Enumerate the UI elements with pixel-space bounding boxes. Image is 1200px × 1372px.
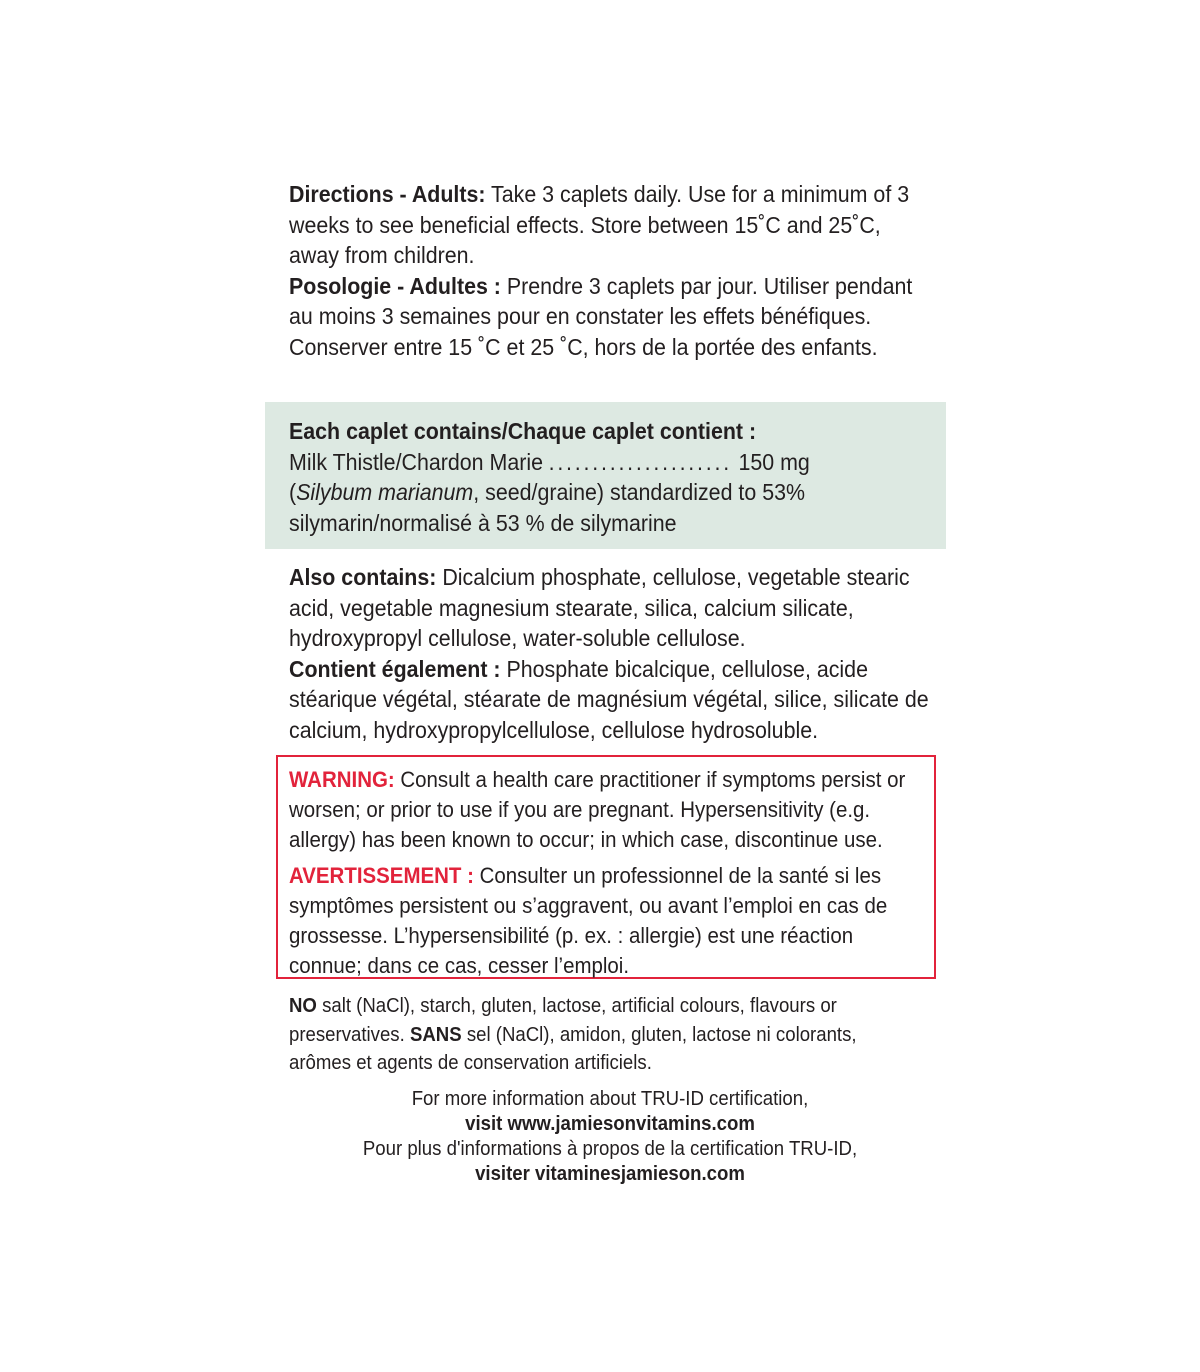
also-contains-english <box>289 562 931 654</box>
directions-english <box>289 179 931 271</box>
french-website-link[interactable]: visiter vitaminesjamieson.com <box>475 1163 745 1185</box>
contient-text: Phosphate bicalcique, cellulose, acide stéarique végétal, stéarate de magnésium végétal, silice, silicate de calcium, hydroxypropylcellulose, cellulose hydrosoluble. <box>289 655 929 743</box>
also-contains-text: Dicalcium phosphate, cellulose, vegetable stearic acid, vegetable magnesium stearate, silica, calcium silicate, hydroxypropyl cellulose, water-soluble cellulose. <box>289 564 910 651</box>
open-paren: ( <box>289 479 297 505</box>
contient-heading: Contient également : <box>289 655 501 682</box>
avertissement-heading: AVERTISSEMENT : <box>289 863 474 888</box>
ingredient-amount: 150 mg <box>738 448 810 475</box>
also-contains-section <box>289 562 931 745</box>
ingredient-name: Milk Thistle/Chardon Marie <box>289 448 544 475</box>
info-english-line: For more information about TRU-ID certification, <box>411 1088 809 1110</box>
ingredient-detail <box>289 477 931 538</box>
ingredient-standardization: , seed/graine) standardized to 53% silymarin/normalisé à 53 % de silymarine <box>289 479 806 536</box>
directions-heading: Directions - Adults: <box>289 181 486 207</box>
free-of-section <box>289 992 903 1078</box>
ingredients-heading: Each caplet contains/Chaque caplet contient : <box>289 418 757 444</box>
latin-name: Silybum marianum <box>296 479 474 505</box>
directions-text: Take 3 caplets daily. Use for a minimum of 3 weeks to see beneficial effects. Store between 15˚C and 25˚C, away from children. <box>289 181 910 268</box>
no-text: salt (NaCl), starch, gluten, lactose, artificial colours, flavours or preservatives. <box>289 995 837 1046</box>
tru-id-info <box>331 1087 889 1187</box>
warning-section <box>289 765 931 981</box>
also-contains-heading: Also contains: <box>289 564 437 590</box>
contient-french <box>289 654 931 746</box>
warning-text: Consult a health care practitioner if symptoms persist or worsen; or prior to use if you are pregnant. Hypersensitivity (e.g. allergy) has been known to occur; in which case, discontinue use. <box>289 767 906 852</box>
ingredients-section <box>289 416 931 538</box>
leader-dots: ..................... <box>548 448 732 475</box>
directions-section <box>289 179 931 362</box>
warning-english <box>289 765 931 855</box>
warning-heading: WARNING: <box>289 767 395 792</box>
avertissement-french <box>289 861 931 981</box>
ingredient-row <box>289 447 810 478</box>
posologie-text: Prendre 3 caplets par jour. Utiliser pendant au moins 3 semaines pour en constater les effets bénéfiques. Conserver entre 15 ˚C et 25 ˚C, hors de la portée des enfants. <box>289 272 913 360</box>
no-heading: NO <box>289 995 317 1017</box>
posologie-heading: Posologie - Adultes : <box>289 272 501 299</box>
info-french-line: Pour plus d'informations à propos de la certification TRU-ID, <box>362 1138 858 1160</box>
english-website-link[interactable]: visit www.jamiesonvitamins.com <box>465 1113 755 1135</box>
avertissement-text: Consulter un professionnel de la santé si les symptômes persistent ou s’aggravent, ou avant l’emploi en cas de grossesse. L’hypersensibilité (p. ex. : allergie) est une réaction connue; dans ce cas, cesser l’emploi. <box>289 863 888 978</box>
sans-heading: SANS <box>409 1023 462 1046</box>
posologie-french <box>289 271 931 363</box>
sans-text: sel (NaCl), amidon, gluten, lactose ni colorants, arômes et agents de conservation artificiels. <box>289 1023 857 1074</box>
